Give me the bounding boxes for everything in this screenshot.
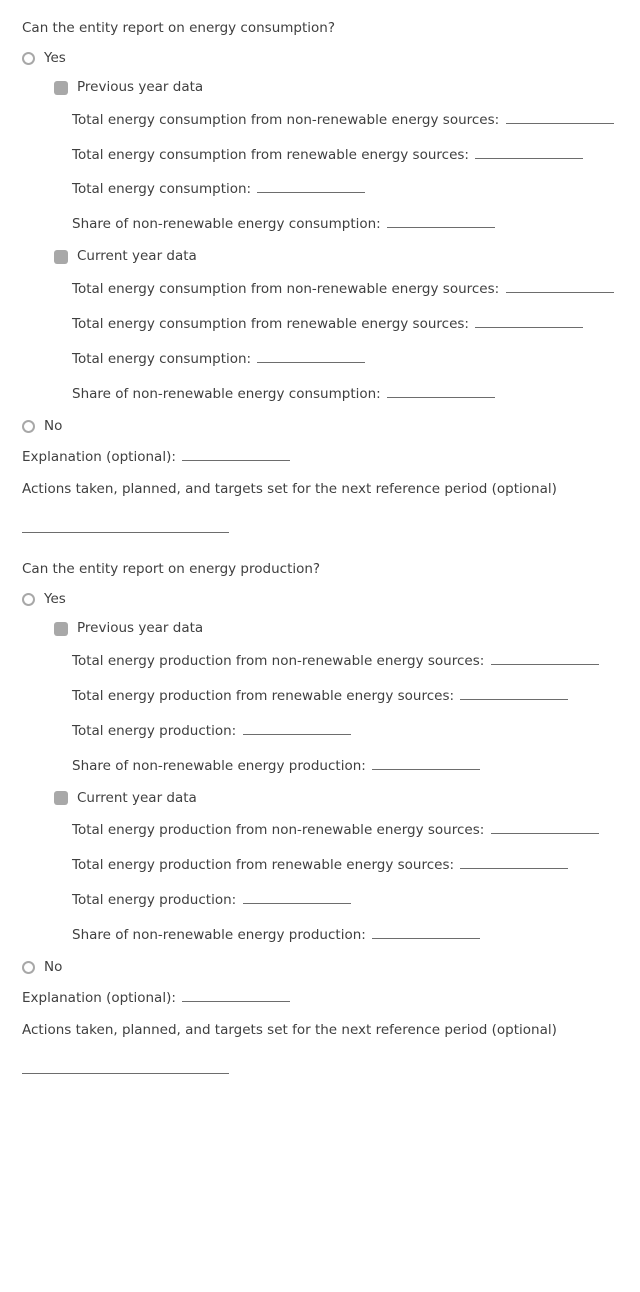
radio-option-yes[interactable] [22,585,618,615]
field-row [72,138,618,173]
checkbox-group-label: Current year data [77,248,197,265]
explanation-row [22,982,618,1014]
section-energy-consumption [22,12,618,533]
field-label: Total energy production from renewable energy sources: [72,857,455,873]
checkbox-group-current-year[interactable] [54,784,618,814]
field-label: Total energy consumption from renewable energy sources: [72,146,469,163]
radio-option-label: Yes [44,49,66,66]
checkbox-group-label: Current year data [77,789,197,806]
checkbox-group-previous-year[interactable] [54,73,618,103]
explanation-label: Explanation (optional): [22,449,176,466]
field-input[interactable] [387,227,495,228]
field-row [72,848,618,883]
field-input[interactable] [257,192,365,193]
actions-input[interactable] [22,1051,229,1074]
field-input[interactable] [460,868,568,869]
field-label: Total energy consumption from renewable energy sources: [72,315,469,332]
radio-icon[interactable] [22,593,35,606]
checkbox-icon[interactable] [54,250,68,264]
field-input[interactable] [475,158,583,159]
field-label: Total energy production: [72,891,237,908]
checkbox-icon[interactable] [54,81,68,95]
field-input[interactable] [243,903,351,904]
field-row [72,307,618,342]
actions-label: Actions taken, planned, and targets set for the next reference period (optional) [22,480,557,497]
field-row [72,207,618,242]
field-label: Share of non-renewable energy consumption: [72,216,381,233]
field-row [72,272,618,307]
checkbox-icon[interactable] [54,791,68,805]
section-energy-production [22,553,618,1074]
field-row [72,918,618,953]
checkbox-group-current-year[interactable] [54,242,618,272]
radio-icon[interactable] [22,420,35,433]
field-label: Total energy production from non-renewable energy sources: [72,822,485,839]
field-input[interactable] [243,734,351,735]
radio-option-no[interactable] [22,953,618,983]
field-row [72,883,618,918]
actions-label: Actions taken, planned, and targets set for the next reference period (optional) [22,1021,557,1038]
field-input[interactable] [491,664,599,665]
field-row [72,103,618,138]
radio-icon[interactable] [22,961,35,974]
explanation-input[interactable] [182,460,290,461]
field-input[interactable] [460,699,568,700]
field-input[interactable] [506,292,614,293]
field-row [72,172,618,207]
checkbox-group-previous-year[interactable] [54,614,618,644]
field-label: Share of non-renewable energy production: [72,926,366,943]
field-label: Total energy production: [72,722,237,739]
field-input[interactable] [387,397,495,398]
field-row [72,377,618,412]
field-row [72,813,618,848]
field-input[interactable] [372,769,480,770]
field-input[interactable] [491,833,599,834]
radio-option-label: Yes [44,590,66,607]
field-row [72,342,618,377]
question-text: Can the entity report on energy consumption? [22,20,336,36]
field-label: Share of non-renewable energy production: [72,757,366,774]
field-label: Total energy consumption from non-renewable energy sources: [72,111,500,128]
field-label: Total energy consumption: [72,181,252,198]
field-label: Total energy production from renewable energy sources: [72,687,455,704]
field-label: Total energy consumption: [72,350,252,367]
field-label: Total energy production from non-renewable energy sources: [72,652,485,669]
field-row [72,679,618,714]
field-row [72,714,618,749]
checkbox-group-label: Previous year data [77,79,204,96]
question-text: Can the entity report on energy production? [22,561,321,578]
field-input[interactable] [475,327,583,328]
field-label: Total energy consumption from non-renewable energy sources: [72,280,500,297]
radio-option-no[interactable] [22,412,618,442]
field-input[interactable] [372,938,480,939]
explanation-input[interactable] [182,1001,290,1002]
radio-option-yes[interactable] [22,44,618,74]
explanation-label: Explanation (optional): [22,990,176,1007]
radio-option-label: No [44,417,63,434]
field-row [72,644,618,679]
field-label: Share of non-renewable energy consumption: [72,385,381,402]
field-input[interactable] [506,123,614,124]
section-divider [22,539,618,553]
field-row [72,749,618,784]
checkbox-group-label: Previous year data [77,620,204,637]
field-input[interactable] [257,362,365,363]
explanation-row [22,441,618,473]
radio-option-label: No [44,958,63,975]
radio-icon[interactable] [22,52,35,65]
actions-input[interactable] [22,510,229,533]
checkbox-icon[interactable] [54,622,68,636]
